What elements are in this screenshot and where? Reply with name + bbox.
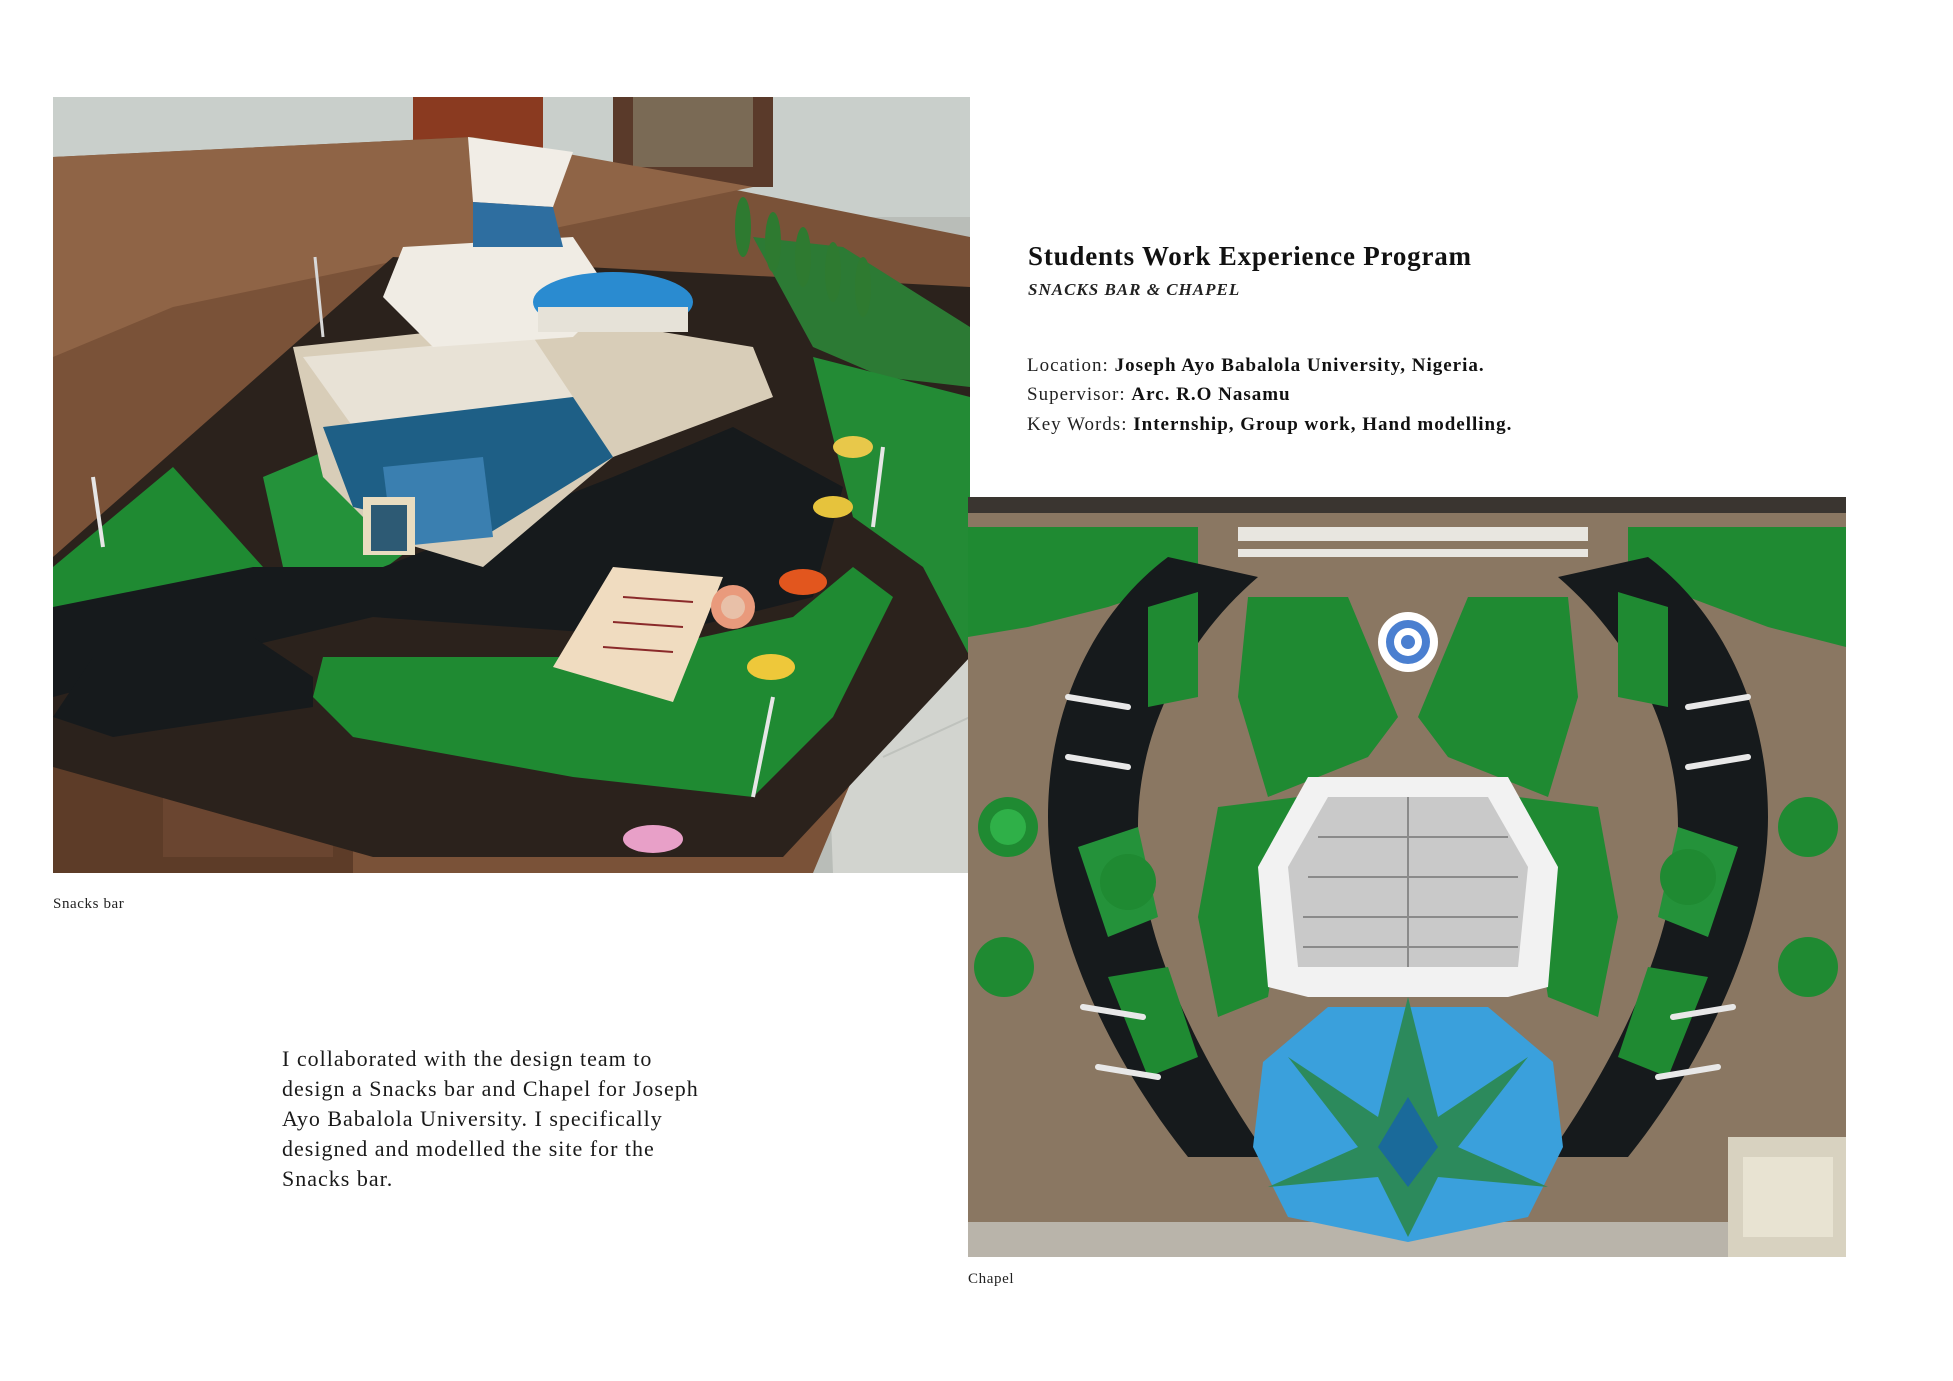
- meta-location-value: Joseph Ayo Babalola University, Nigeria.: [1114, 355, 1485, 376]
- meta-location-label: Location:: [1027, 355, 1115, 376]
- snacks-bar-caption: Snacks bar: [53, 896, 125, 912]
- meta-supervisor-label: Supervisor:: [1027, 384, 1132, 405]
- page-title: Students Work Experience Program: [1028, 241, 1472, 271]
- chapel-caption: Chapel: [968, 1271, 1015, 1287]
- meta-keywords: [1027, 414, 1512, 436]
- meta-keywords-label: Key Words:: [1027, 414, 1134, 435]
- meta-keywords-value: Internship, Group work, Hand modelling.: [1133, 414, 1513, 435]
- page-subtitle: SNACKS BAR & CHAPEL: [1028, 280, 1241, 299]
- meta-supervisor-value: Arc. R.O Nasamu: [1131, 384, 1291, 405]
- chapel-photo: [968, 497, 1846, 1257]
- meta-location: [1027, 355, 1485, 377]
- meta-supervisor: [1027, 384, 1291, 406]
- snacks-bar-photo: [53, 97, 970, 873]
- project-description: I collaborated with the design team to design a Snacks bar and Chapel for Joseph Ayo Babalola University. I specifically designed and modelled the site for the Snacks bar.: [282, 1046, 699, 1191]
